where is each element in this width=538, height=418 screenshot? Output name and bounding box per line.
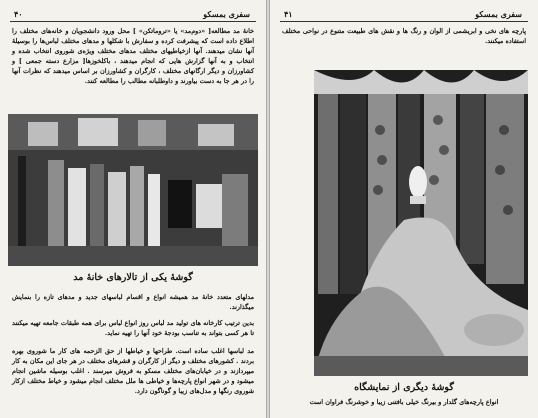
right-photo-caption: گوشهٔ دیگری از نمایشگاه: [354, 382, 454, 393]
left-header-rule: [10, 21, 256, 22]
right-page-number: ۴۱: [284, 9, 293, 19]
left-page-header-title: سفری بمسکو: [203, 9, 250, 19]
right-header-rule: [280, 21, 528, 22]
right-page-header-title: سفری بمسکو: [475, 9, 522, 19]
right-page: [270, 0, 538, 418]
left-page: [0, 0, 266, 418]
left-intro-paragraph: خانهٔ مد مطالعه[ «دوم‌مد» یا «تروماتکن» ] محل ورود دانشجویان و خانه‌های مختلف را اطلاع داده است که پیشرفت کرده و سفارش با شکلها و مدهای مختلف لباس‌ها را بوسیلهٔ آنها نشان میدهند. آنها ازخیاطیهای مختلف مدهای مختلف ویژه‌ی شوروی انتخاب شده و انتخاب و به آنها گزارش هایی که انجام میدهند ، باکلخوزها[ مزارع دسته جمعی ] و کشاورزان و دیگر ارگانهای مختلف ، کارگران و کشاورزان بر اساس میدهند که نظرات آنها را در هر جا به دست بیاورند و داوطلبانه مطالب را مطالعه کنند.: [12, 27, 254, 85]
left-photo-caption: گوشهٔ یکی از تالارهای خانهٔ مد: [73, 272, 193, 283]
left-body-paragraph-3: مد لباسها اغلب ساده است. طراحها و خیاطها از حق الزحمه های کار ما شوروی بهره بردند . کشورهای مختلف و دیگر از کارگران و قشرهای مختلف در هر جای این مکان به کار میپردازند و در خیابان‌های مختلف مسکو به فروش میرسند . اغلب بوسیله ماشین انجام میشود و در شهر انواع پارچه‌ها و خیاطی ها ملل مختلف انجام میشود و خیاط مختلف ازکار شوروی رنگها و مدل‌های زیبا و گوناگون دارد.: [12, 347, 254, 395]
right-photo-subcaption: انواع پارچه‌های گلدار و بیرنگ خیلی بافتنی زیبا و خوشرنگ فراوان است: [309, 398, 499, 406]
fabric-exhibition-photo: [314, 70, 528, 376]
left-body-paragraph-1: مدلهای متعدد خانهٔ مد همیشه انواع و اقسام لباسهای جدید و مدهای تازه را بنمایش میگذارند.: [12, 293, 254, 311]
left-page-number: ۴۰: [14, 9, 23, 19]
fashion-hall-photo: [8, 114, 258, 266]
left-body-paragraph-2: بدین ترتیب کارخانه های تولید مد لباس روز انواع لباس برای همه طبقات جامعه تهیه میکنند تا هر کسی بتواند به تناسب بودجهٔ خود آنها را تهیه نماید.: [12, 319, 254, 337]
right-intro-paragraph: پارچه های نخی و ابریشمی از الوان و رنگ ها و نقش های طبیعت متنوع در نواحی مختلف استفاده میکنند.: [282, 27, 526, 45]
